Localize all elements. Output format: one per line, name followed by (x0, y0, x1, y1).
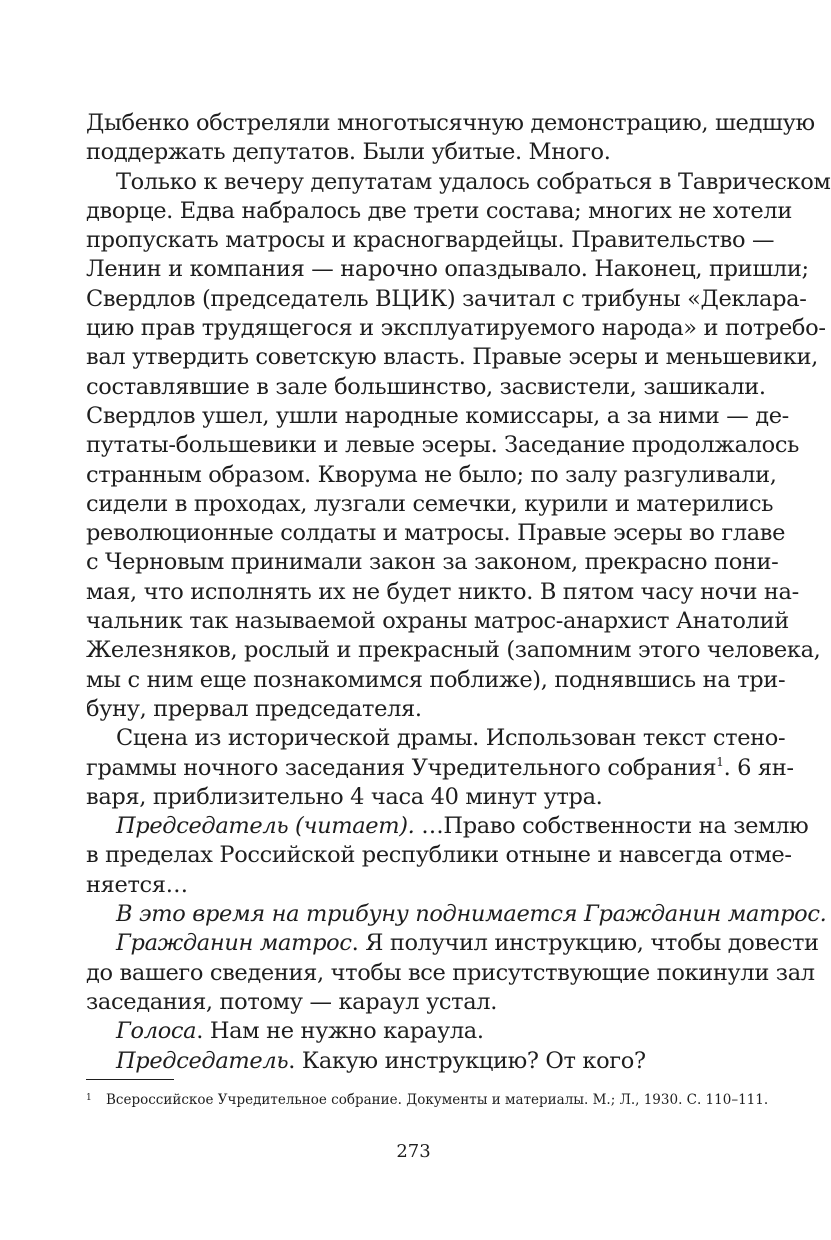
footnote-divider (86, 1079, 174, 1080)
text-line: Только к вечеру депутатам удалось собраться в Таврическом (116, 168, 831, 195)
footnote (86, 1089, 769, 1109)
text-line: в пределах Российской республики отныне и навсегда отме- (86, 842, 792, 869)
text-line: заседания, потому — караул устал. (86, 988, 498, 1015)
text-segment: граммы ночного заседания Учредительного собрания (86, 754, 717, 781)
text-line: мая, что исполнять их не будет никто. В пятом часу ночи на- (86, 578, 799, 605)
text-line (86, 1047, 729, 1076)
text-line: мы с ним еще познакомимся поближе), поднявшись на три- (86, 666, 786, 693)
text-line: путаты-большевики и левые эсеры. Заседание продолжалось (86, 432, 800, 459)
speaker-name: Председатель (116, 1047, 289, 1074)
page-body (86, 109, 831, 1076)
text-line (86, 929, 819, 958)
text-line: Сцена из исторической драмы. Использован текст стено- (116, 725, 786, 752)
text-line: Железняков, рослый и прекрасный (запомним этого человека, (86, 637, 821, 664)
text-line: пропускать матросы и красногвардейцы. Правительство — (86, 227, 775, 254)
text-line: вал утвердить советскую власть. Правые эсеры и меньшевики, (86, 344, 818, 371)
text-segment: . Я получил инструкцию, чтобы довести (351, 930, 819, 957)
text-line: буну, прервал председателя. (86, 695, 422, 722)
footnote-mark: 1 (86, 1093, 92, 1103)
text-line: поддержать депутатов. Были убитые. Много. (86, 139, 611, 166)
text-line: Ленин и компания — нарочно опаздывало. Наконец, пришли; (86, 256, 809, 283)
text-line: странным образом. Кворума не было; по залу разгуливали, (86, 461, 777, 488)
text-line: дворце. Едва набралось две трети состава; многих не хотели (86, 197, 792, 224)
speaker-name: Гражданин матрос (116, 930, 352, 957)
text-line (86, 1017, 729, 1046)
text-line: няется… (86, 871, 188, 898)
text-segment: …Право собственности на землю (414, 813, 809, 840)
footnote-text: Всероссийское Учредительное собрание. Документы и материалы. М.; Л., 1930. С. 110–111. (106, 1092, 769, 1108)
speaker-name: Голоса (116, 1018, 197, 1045)
text-line: революционные солдаты и матросы. Правые эсеры во главе (86, 520, 786, 547)
text-line: Свердлов (председатель ВЦИК) зачитал с трибуны «Деклара- (86, 285, 807, 312)
text-segment: . Какую инструкцию? От кого? (288, 1047, 646, 1074)
text-line: с Черновым принимали закон за законом, прекрасно пони- (86, 549, 779, 576)
speaker-name: Председатель (читает). (116, 813, 415, 840)
text-line: составлявшие в зале большинство, засвистели, зашикали. (86, 373, 766, 400)
text-segment: . 6 ян- (723, 754, 794, 781)
text-line: до вашего сведения, чтобы все присутствующие покинули зал (86, 959, 815, 986)
text-segment: . Нам не нужно караула. (196, 1018, 484, 1045)
text-line: Дыбенко обстреляли многотысячную демонстрацию, шедшую (86, 110, 815, 136)
stage-direction: В это время на трибуну поднимается Гражданин матрос. (116, 901, 827, 928)
text-line: Свердлов ушел, ушли народные комиссары, а за ними — де- (86, 402, 789, 429)
text-line (86, 754, 794, 783)
text-line: чальник так называемой охраны матрос-анархист Анатолий (86, 608, 789, 635)
footnote-reference: 1 (716, 754, 724, 769)
page-number: 273 (396, 1141, 431, 1162)
text-line: варя, приблизительно 4 часа 40 минут утра. (86, 783, 603, 810)
text-line: цию прав трудящегося и эксплуатируемого народа» и потребо- (86, 315, 826, 342)
text-line: сидели в проходах, лузгали семечки, курили и матерились (86, 490, 774, 517)
text-line (86, 812, 809, 841)
